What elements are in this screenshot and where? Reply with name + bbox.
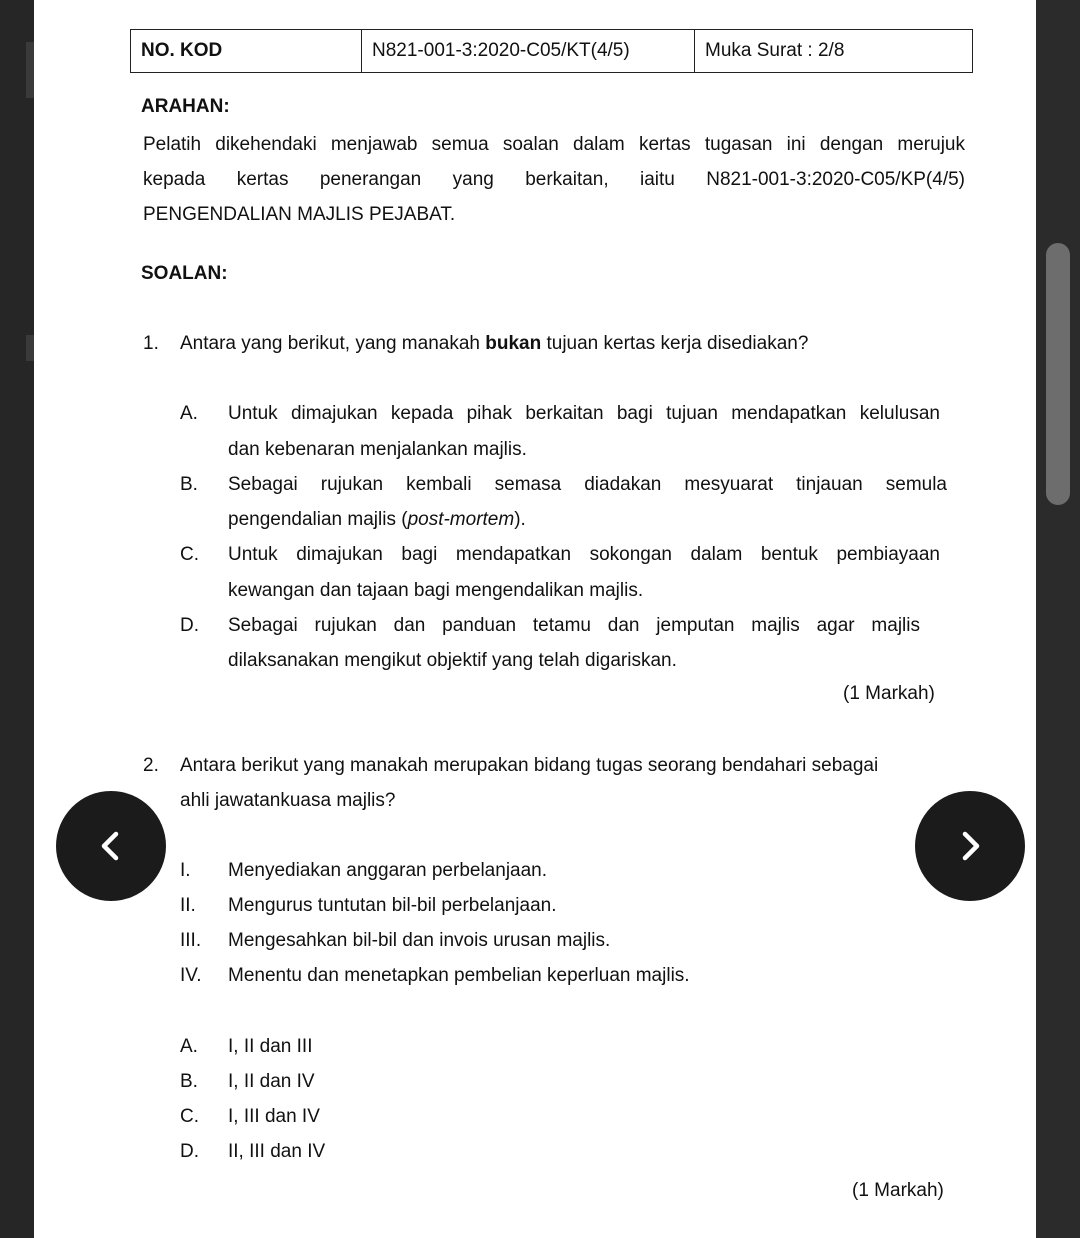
question-number: 1. <box>143 333 159 354</box>
option-a-line: dan kebenaran menjalankan majlis. <box>228 439 527 460</box>
option-text: I, II dan III <box>228 1036 313 1057</box>
statement-numeral: III. <box>180 930 202 951</box>
arahan-line: kepada kertas penerangan yang berkaitan, iaitu N821-001-3:2020-C05/KP(4/5) <box>143 169 965 190</box>
italic-term: post-mortem <box>407 509 515 530</box>
option-d-line: dilaksanakan mengikut objektif yang telah digariskan. <box>228 650 677 671</box>
document-header-table <box>130 29 973 73</box>
question-2-line: ahli jawatankuasa majlis? <box>180 790 396 811</box>
statement-text: Menyediakan anggaran perbelanjaan. <box>228 860 548 881</box>
option-letter: C. <box>180 1106 199 1127</box>
question-text: tujuan kertas kerja disediakan? <box>541 333 809 354</box>
option-letter: C. <box>180 544 199 565</box>
option-a-line: Untuk dimajukan kepada pihak berkaitan bagi tujuan mendapatkan kelulusan <box>228 403 940 424</box>
question-text: Antara yang berikut, yang manakah <box>180 333 486 354</box>
option-b-line <box>228 502 526 537</box>
question-1-text <box>180 326 808 361</box>
option-text: ). <box>514 509 526 530</box>
chevron-right-icon <box>950 826 990 866</box>
option-text: I, III dan IV <box>228 1106 320 1127</box>
page-number: Muka Surat : 2/8 <box>695 30 973 73</box>
arahan-line: Pelatih dikehendaki menjawab semua soalan dalam kertas tugasan ini dengan merujuk <box>143 134 965 155</box>
option-letter: A. <box>180 403 198 424</box>
question-2-line: Antara berikut yang manakah merupakan bidang tugas seorang bendahari sebagai <box>180 755 879 776</box>
next-page-button[interactable] <box>915 791 1025 901</box>
option-letter: D. <box>180 615 199 636</box>
kod-value: N821-001-3:2020-C05/KT(4/5) <box>362 30 695 73</box>
statement-text: Mengurus tuntutan bil-bil perbelanjaan. <box>228 895 557 916</box>
statement-numeral: I. <box>180 860 191 881</box>
option-c-line: Untuk dimajukan bagi mendapatkan sokongan dalam bentuk pembiayaan <box>228 544 940 565</box>
option-letter: B. <box>180 1071 198 1092</box>
emphasis-word: bukan <box>485 333 542 354</box>
kod-label: NO. KOD <box>131 30 362 73</box>
option-b-line: Sebagai rujukan kembali semasa diadakan mesyuarat tinjauan semula <box>228 474 947 495</box>
option-text: I, II dan IV <box>228 1071 315 1092</box>
statement-numeral: II. <box>180 895 196 916</box>
option-letter: A. <box>180 1036 198 1057</box>
option-text: II, III dan IV <box>228 1141 326 1162</box>
option-c-line: kewangan dan tajaan bagi mengendalikan majlis. <box>228 580 644 601</box>
arahan-title: ARAHAN: <box>141 96 230 117</box>
ghost-text-mark <box>26 335 34 361</box>
question-number: 2. <box>143 755 159 776</box>
scrollbar-thumb[interactable] <box>1046 243 1070 505</box>
previous-page-button[interactable] <box>56 791 166 901</box>
statement-text: Mengesahkan bil-bil dan invois urusan majlis. <box>228 930 611 951</box>
arahan-line: PENGENDALIAN MAJLIS PEJABAT. <box>143 204 456 225</box>
marks-label: (1 Markah) <box>852 1180 944 1201</box>
statement-text: Menentu dan menetapkan pembelian keperluan majlis. <box>228 965 690 986</box>
soalan-title: SOALAN: <box>141 263 228 284</box>
option-letter: B. <box>180 474 198 495</box>
ghost-text-mark <box>26 42 34 98</box>
statement-numeral: IV. <box>180 965 202 986</box>
marks-label: (1 Markah) <box>843 683 935 704</box>
chevron-left-icon <box>91 826 131 866</box>
option-d-line: Sebagai rujukan dan panduan tetamu dan jemputan majlis agar majlis <box>228 615 920 636</box>
option-text: pengendalian majlis ( <box>228 509 408 530</box>
next-page-edge <box>1036 0 1080 1238</box>
option-letter: D. <box>180 1141 199 1162</box>
previous-page-edge <box>0 0 34 1238</box>
